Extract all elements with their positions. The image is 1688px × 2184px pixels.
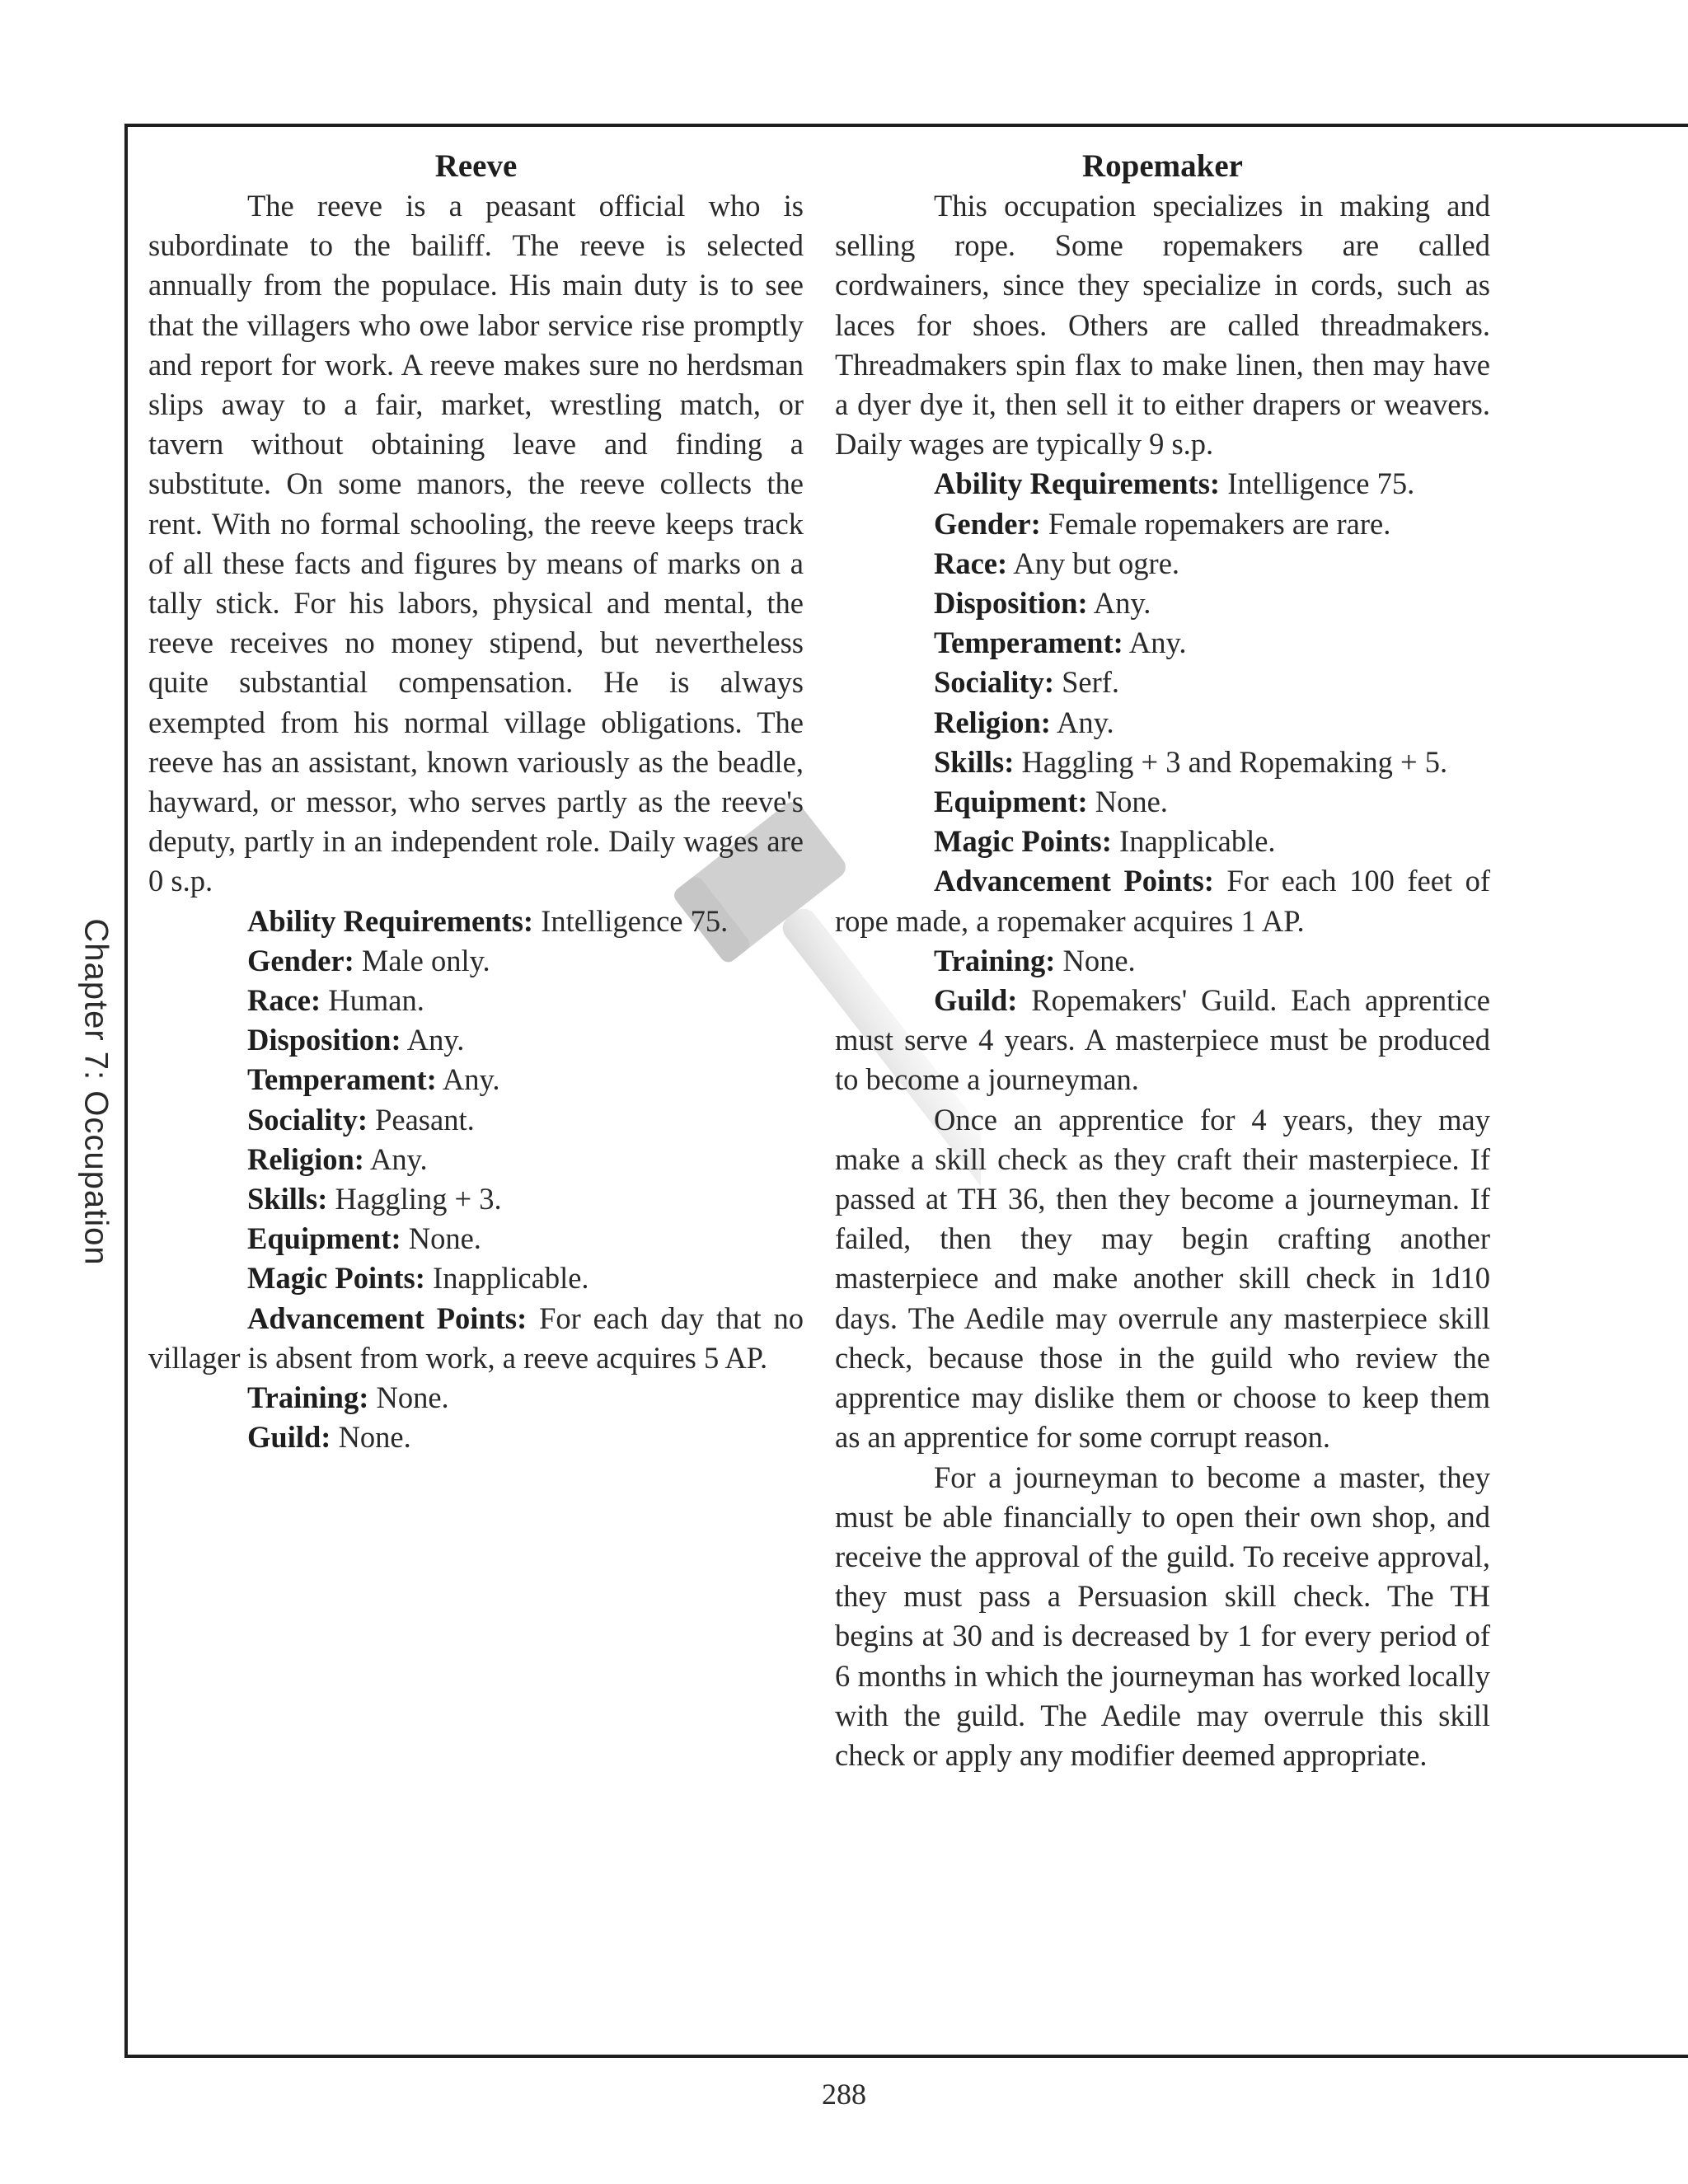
stat-label: Advancement Points:: [934, 864, 1214, 898]
stat-label: Race:: [247, 983, 321, 1018]
page-number: 288: [822, 2078, 866, 2111]
stat-label: Equipment:: [247, 1221, 401, 1256]
stat-label: Race:: [934, 546, 1008, 580]
stat-gender: [835, 504, 1490, 544]
stat-value: None.: [368, 1380, 449, 1415]
stat-value: Ropemakers' Guild. Each apprentice must serve 4 years. A masterpiece must be produced to become a journeyman.: [835, 983, 1490, 1097]
stat-label: Equipment:: [934, 785, 1088, 819]
stat-label: Religion:: [247, 1141, 364, 1176]
stat-value: None.: [331, 1420, 411, 1455]
stat-religion: [835, 703, 1490, 743]
stat-label: Magic Points:: [934, 824, 1112, 859]
stat-magic-points: [148, 1258, 804, 1298]
stat-label: Gender:: [934, 506, 1041, 541]
stat-value: Any but ogre.: [1007, 546, 1180, 580]
stat-label: Magic Points:: [247, 1261, 425, 1296]
ropemaker-stats: [835, 464, 1490, 1099]
stat-label: Temperament:: [247, 1062, 437, 1097]
stat-equipment: [835, 782, 1490, 822]
stat-value: For each day that no villager is absent from work, a reeve acquires 5 AP.: [148, 1301, 804, 1375]
stat-value: Any.: [363, 1141, 428, 1176]
stat-label: Disposition:: [934, 586, 1088, 621]
stat-label: Guild:: [934, 983, 1018, 1018]
stat-ability-requirements: [148, 902, 804, 941]
stat-label: Skills:: [247, 1182, 328, 1216]
apprentice-paragraph: Once an apprentice for 4 years, they may make a skill check as they craft their masterpiece. If passed at TH 36, then they become a journeyman. If failed, then they may begin crafting another masterpiece and make another skill check in 1d10 days. The Aedile may overrule any masterpiece skill check, because those in the guild who review the apprentice may dislike them or choose to keep them as an apprentice for some corrupt reason.: [835, 1102, 1490, 1455]
stat-value: Any.: [436, 1062, 500, 1097]
stat-equipment: [148, 1219, 804, 1258]
stat-value: None.: [401, 1221, 481, 1256]
chapter-label: Chapter 7: Occupation: [77, 918, 115, 1266]
stat-value: Haggling + 3 and Ropemaking + 5.: [1014, 744, 1448, 779]
stat-label: Ability Requirements:: [934, 466, 1221, 501]
stat-temperament: [835, 623, 1490, 663]
stat-value: Any.: [401, 1023, 465, 1057]
stat-temperament: [148, 1060, 804, 1099]
frame-bottom-border: [124, 2055, 1688, 2058]
stat-training: [148, 1378, 804, 1418]
stat-value: Any.: [1087, 586, 1151, 621]
stat-race: [148, 981, 804, 1020]
stat-value: Male only.: [354, 943, 490, 977]
stat-value: Any.: [1050, 705, 1114, 739]
frame-left-border: [124, 124, 128, 2057]
stat-label: Training:: [934, 943, 1056, 977]
stat-value: Human.: [321, 983, 424, 1018]
stat-value: Female ropemakers are rare.: [1040, 506, 1391, 541]
stat-value: Haggling + 3.: [327, 1182, 502, 1216]
reeve-title: Reeve: [434, 148, 518, 184]
stat-label: Ability Requirements:: [247, 903, 534, 938]
stat-training: [835, 941, 1490, 981]
stat-label: Guild:: [247, 1420, 331, 1455]
stat-label: Religion:: [934, 705, 1051, 739]
stat-label: Training:: [247, 1380, 369, 1415]
stat-guild: [148, 1418, 804, 1457]
stat-sociality: [148, 1100, 804, 1140]
stat-label: Advancement Points:: [247, 1301, 528, 1335]
stat-disposition: [148, 1020, 804, 1060]
stat-label: Gender:: [247, 943, 354, 977]
stat-value: Any.: [1123, 626, 1187, 660]
stat-skills: [835, 743, 1490, 782]
stat-label: Sociality:: [247, 1102, 368, 1137]
stat-value: None.: [1055, 943, 1136, 977]
stat-religion: [148, 1140, 804, 1179]
stat-skills: [148, 1179, 804, 1219]
stat-value: Intelligence 75.: [533, 903, 729, 938]
ropemaker-description: This occupation specializes in making and selling rope. Some ropemakers are called cordwainers, since they specialize in cords, such as laces for shoes. Others are called threadmakers. Threadmakers spin flax to make linen, then may have a dyer dye it, then sell it to either drapers or weavers. Daily wages are typically 9 s.p.: [835, 189, 1490, 462]
stat-label: Sociality:: [934, 665, 1054, 700]
stat-disposition: [835, 583, 1490, 623]
stat-label: Skills:: [934, 744, 1015, 779]
stat-value: Inapplicable.: [424, 1261, 589, 1296]
ropemaker-column: [835, 147, 1490, 1775]
stat-ability-requirements: [835, 464, 1490, 504]
reeve-stats: [148, 902, 804, 1458]
reeve-description: The reeve is a peasant official who is subordinate to the bailiff. The reeve is selected annually from the populace. His main duty is to see that the villagers who owe labor service rise promptly and report for work. A reeve makes sure no herdsman slips away to a fair, market, wrestling match, or tavern without obtaining leave and finding a substitute. On some manors, the reeve collects the rent. With no formal schooling, the reeve keeps track of all these facts and figures by means of marks on a tally stick. For his labors, physical and mental, the reeve receives no money stipend, but nevertheless quite substantial compensation. He is always exempted from his normal village obligations. The reeve has an assistant, known variously as the beadle, hayward, or messor, who serves partly as the reeve's deputy, partly in an independent role. Daily wages are 0 s.p.: [148, 189, 804, 898]
stat-race: [835, 544, 1490, 583]
stat-value: None.: [1087, 785, 1168, 819]
frame-top-border: [124, 124, 1688, 127]
stat-value: Serf.: [1053, 665, 1120, 700]
stat-label: Disposition:: [247, 1023, 401, 1057]
ropemaker-title: Ropemaker: [1082, 148, 1243, 184]
stat-advancement-points: [148, 1299, 804, 1378]
stat-gender: [148, 941, 804, 981]
stat-sociality: [835, 663, 1490, 702]
stat-value: Intelligence 75.: [1220, 466, 1415, 501]
stat-advancement-points: [835, 861, 1490, 940]
journeyman-paragraph: For a journeyman to become a master, they must be able financially to open their own shop, and receive the approval of the guild. To receive approval, they must pass a Persuasion skill check. The TH begins at 30 and is decreased by 1 for every period of 6 months in which the journeyman has worked locally with the guild. The Aedile may overrule this skill check or apply any modifier deemed appropriate.: [835, 1460, 1490, 1772]
stat-magic-points: [835, 822, 1490, 861]
stat-guild: [835, 981, 1490, 1100]
stat-value: Inapplicable.: [1111, 824, 1276, 859]
stat-value: Peasant.: [367, 1102, 475, 1137]
reeve-column: [148, 147, 804, 1458]
stat-value: For each 100 feet of rope made, a ropemaker acquires 1 AP.: [835, 864, 1490, 938]
stat-label: Temperament:: [934, 626, 1123, 660]
